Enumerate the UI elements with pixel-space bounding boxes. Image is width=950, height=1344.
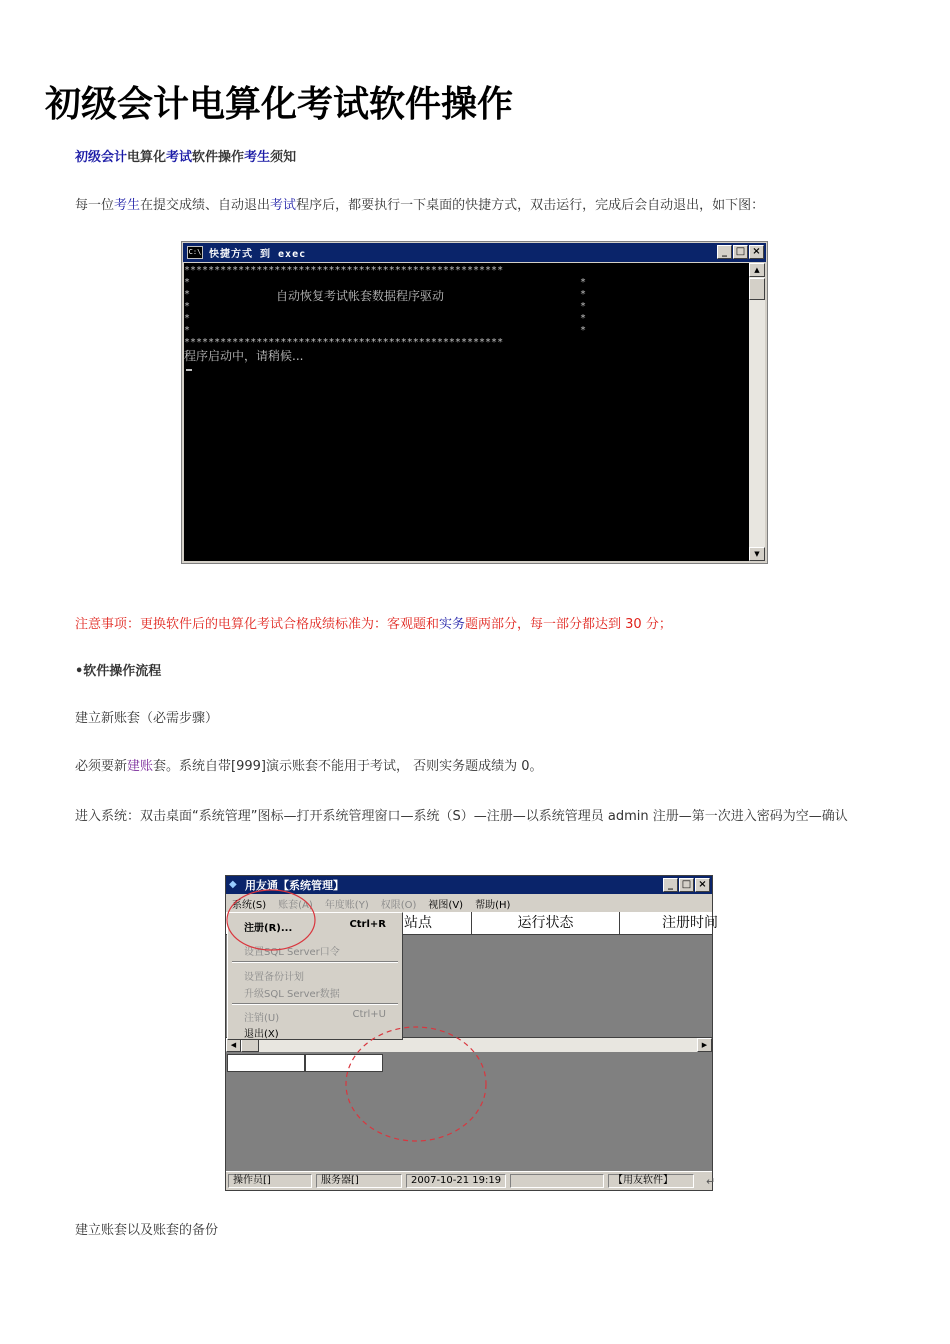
maximize-icon: □	[679, 878, 694, 892]
menu-item-register: 注册(R)...	[244, 923, 293, 934]
link-candidate[interactable]: 考生	[244, 150, 271, 165]
console-output	[184, 263, 749, 561]
console-message: 自动恢复考试帐套数据程序驱动	[276, 289, 445, 303]
ufida-title: 用友通【系统管理】	[245, 879, 344, 892]
console-scrollbar	[749, 263, 765, 561]
shortcut-register: Ctrl+R	[349, 919, 386, 930]
close-icon: ×	[749, 245, 764, 259]
console-titlebar	[183, 243, 766, 262]
system-management-screenshot	[225, 875, 718, 1191]
menu-system: 系统(S)	[232, 899, 267, 911]
console-star-right: *	[580, 325, 587, 336]
console-icon: C:\	[187, 246, 203, 259]
menu-item-logout: 注销(U)	[244, 1013, 280, 1024]
link-practice[interactable]: 实务	[439, 617, 466, 632]
exam-note	[75, 615, 672, 635]
section-heading: •软件操作流程	[75, 664, 162, 679]
console-star-left: *	[184, 325, 191, 336]
heading-text: 电算化	[127, 150, 167, 165]
console-stars-top: *****************************************************	[184, 265, 504, 276]
console-stars-bottom: *****************************************************	[184, 337, 504, 348]
minimize-icon: _	[663, 878, 678, 892]
must-text: 套。系统自带[999]演示账套不能用于考试， 否则实务题成绩为 0。	[153, 759, 543, 774]
intro-text: 每一位	[75, 198, 115, 213]
status-datetime: 2007-10-21 19:19	[406, 1174, 506, 1188]
register-highlight-circle	[227, 890, 315, 950]
enter-system-paragraph: 进入系统：双击桌面“系统管理”图标—打开系统管理窗口—系统（S）—注册—以系统管理员 admin 注册—第一次进入密码为空—确认	[75, 809, 848, 824]
ufida-logo-icon: ◆	[229, 879, 237, 890]
console-star-right: *	[580, 289, 587, 300]
intro-text: 在提交成绩、自动退出	[140, 198, 271, 213]
menu-permission: 权限(O)	[380, 899, 417, 911]
menu-help: 帮助(H)	[475, 899, 511, 911]
scroll-right-icon: ▶	[697, 1038, 712, 1052]
highlight-circles	[226, 876, 718, 1190]
scroll-up-icon: ▲	[749, 263, 765, 277]
console-star-right: *	[580, 301, 587, 312]
scroll-thumb	[749, 278, 765, 300]
must-paragraph	[75, 757, 543, 777]
close-icon: ×	[695, 878, 710, 892]
console-star-left: *	[184, 313, 191, 324]
maximize-icon: □	[733, 245, 748, 259]
menu-item-backup-plan: 设置备份计划	[244, 972, 304, 983]
menu-item-sql-password: 设置SQL Server口令	[244, 947, 340, 958]
status-empty	[510, 1174, 604, 1188]
console-window-screenshot	[181, 241, 768, 564]
heading-text: 须知	[270, 150, 297, 165]
console-star-left: *	[184, 301, 191, 312]
scroll-down-icon: ▼	[749, 547, 765, 561]
col-register-time: 注册时间	[662, 915, 718, 931]
step-new-account: 建立新账套（必需步骤）	[75, 711, 219, 726]
menu-year-account: 年度账(Y)	[324, 899, 369, 911]
link-exam[interactable]: 考试	[270, 198, 297, 213]
window-buttons	[717, 245, 764, 259]
console-status: 程序启动中，请稍候...	[184, 349, 304, 363]
scroll-left-icon: ◀	[226, 1038, 241, 1052]
heading-text: 软件操作	[192, 150, 245, 165]
console-star-left: *	[184, 277, 191, 288]
note-text: 题两部分，每一部分都达到 30 分；	[465, 617, 672, 632]
link-exam[interactable]: 考试	[166, 150, 193, 165]
console-star-left: *	[184, 289, 191, 300]
status-operator: 操作员[]	[228, 1174, 312, 1188]
minimize-icon: _	[717, 245, 732, 259]
menu-view: 视图(V)	[428, 899, 464, 911]
menu-account: 账套(A)	[278, 899, 313, 911]
shortcut-logout: Ctrl+U	[352, 1009, 386, 1020]
col-site: 站点	[402, 912, 472, 934]
paragraph-return-icon: ↵	[706, 1175, 716, 1188]
link-build-account[interactable]: 建账	[127, 759, 154, 774]
note-text: 注意事项：更换软件后的电算化考试合格成绩标准为：客观题和	[75, 617, 440, 632]
link-accounting[interactable]: 初级会计	[75, 150, 128, 165]
step-build-backup: 建立账套以及账套的备份	[75, 1223, 219, 1238]
notice-heading	[75, 148, 296, 168]
must-text: 必须要新	[75, 759, 128, 774]
ufida-statusbar	[226, 1171, 712, 1190]
status-brand: 【用友软件】	[608, 1174, 694, 1188]
menu-item-upgrade-sql: 升级SQL Server数据	[244, 989, 340, 1000]
link-candidate[interactable]: 考生	[114, 198, 141, 213]
console-star-right: *	[580, 277, 587, 288]
intro-paragraph	[75, 196, 764, 216]
menu-item-exit: 退出(X)	[244, 1029, 279, 1040]
status-server: 服务器[]	[316, 1174, 402, 1188]
console-cursor	[186, 369, 192, 371]
intro-text: 程序后，都要执行一下桌面的快捷方式，双击运行，完成后会自动退出，如下图：	[296, 198, 765, 213]
col-run-status: 运行状态	[472, 912, 620, 934]
page-title: 初级会计电算化考试软件操作	[45, 83, 514, 125]
console-title: 快捷方式 到 exec	[209, 249, 307, 260]
empty-area-highlight-circle	[346, 1027, 486, 1141]
console-star-right: *	[580, 313, 587, 324]
